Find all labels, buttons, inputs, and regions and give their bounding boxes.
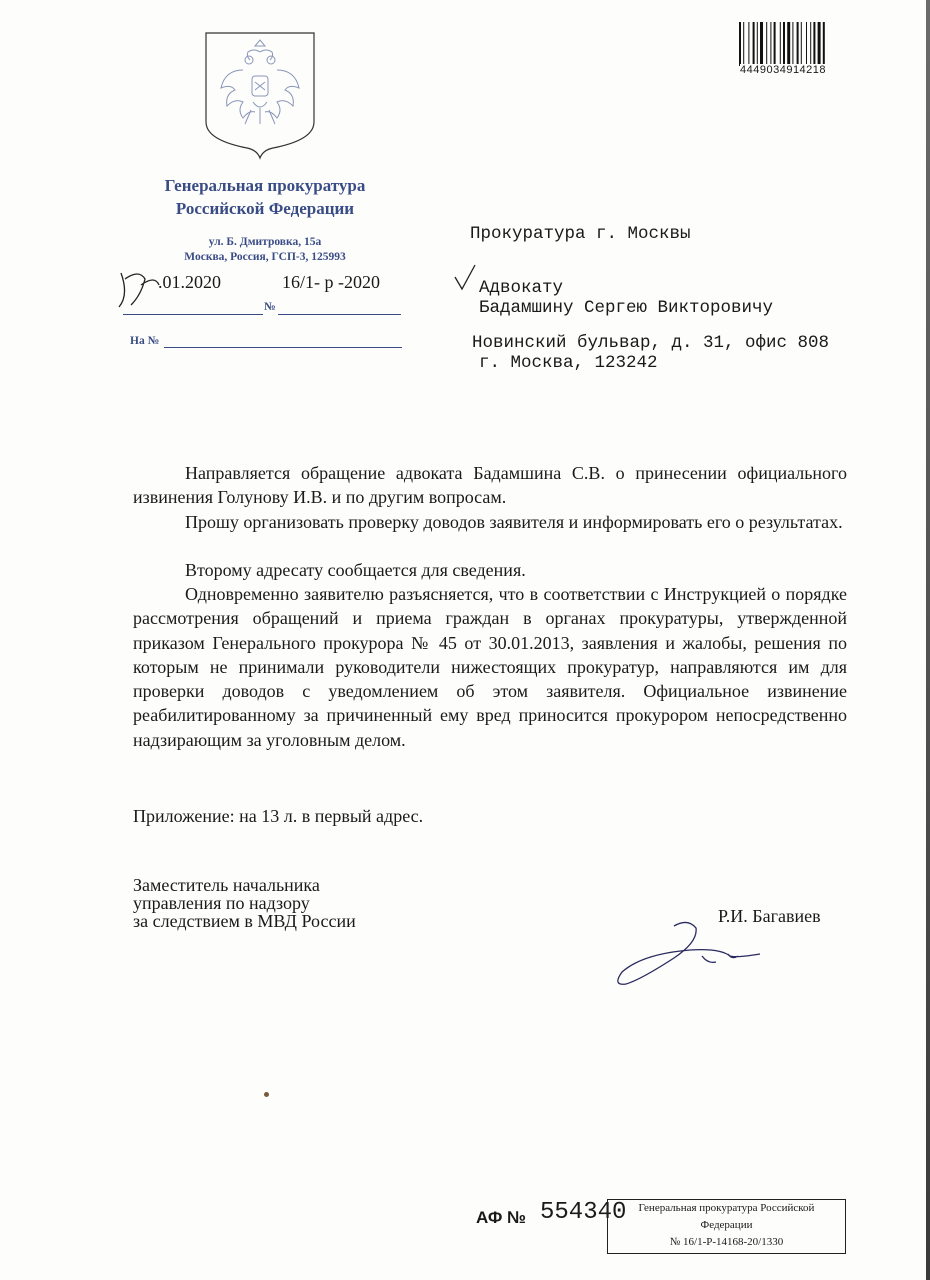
stamp-line2: Федерации [700,1219,753,1231]
coat-of-arms-icon [203,30,317,160]
recipient-address-line1: Новинский бульвар, д. 31, офис 808 [472,333,830,353]
body-paragraph-1: Направляется обращение адвоката Бадамшина С.В. о принесении официального извинения Голунову И.В. и по другим вопросам. [133,463,847,508]
barcode-icon [737,22,853,86]
stain-mark [264,1092,269,1097]
handwritten-day-mark [115,265,163,310]
attachment-note: Приложение: на 13 л. в первый адрес. [133,806,424,826]
reference-label: На № [130,335,160,347]
handwritten-signature [610,914,780,994]
recipient-first: Прокуратура г. Москвы [470,224,691,244]
registration-stamp [607,1199,846,1254]
recipient-address-line2: г. Москва, 123242 [479,353,658,373]
recipient-second-line1: Адвокату [479,278,564,298]
recipient-second-line2: Бадамшину Сергею Викторовичу [479,298,774,318]
signer-title-line1: Заместитель начальника [133,875,320,895]
body-paragraph-4: Одновременно заявителю разъясняется, что в соответствии с Инструкцией о порядке рассмотрения обращений и приема граждан в органах прокуратуры, утвержденной приказом Генерального прокурора № 45 от 30.01.2013, заявления и жалобы, решения по которым не принимали руководители нижестоящих прокуратур, направляются им для проверки доводов с уведомлением об этом заявителя. Официальное извинение реабилитированному за причиненный ему вред приносится прокурором непосредственно надзирающим за уголовным делом. [133,584,847,750]
signer-title-line3: за следствием в МВД России [133,911,356,931]
org-name-line2: Российской Федерации [175,199,355,218]
body-paragraph-2: Прошу организовать проверку доводов заявителя и информировать его о результатах. [185,512,843,532]
signer-name: Р.И. Багавиев [718,906,821,926]
letter-date: .01.2020 [158,272,221,292]
number-label: № [264,301,276,313]
stamp-line1: Генеральная прокуратура Российской [638,1202,815,1214]
check-mark-icon [453,263,477,291]
barcode-number: 4449034914218 [740,64,852,76]
body-paragraph-3: Второму адресату сообщается для сведения. [185,560,526,580]
stamp-series-number: 554340 [540,1199,627,1226]
org-address-line2: Москва, Россия, ГСП-3, 125993 [184,251,346,263]
letter-number: 16/1- р -2020 [282,272,380,292]
stamp-line3: № 16/1-Р-14168-20/1330 [669,1236,784,1248]
stamp-series-prefix: АФ № [476,1208,527,1227]
scan-edge [926,0,930,1280]
signer-title-line2: управления по надзору [133,893,310,913]
org-name-line1: Генеральная прокуратура [164,176,366,195]
org-address-line1: ул. Б. Дмитровка, 15а [208,236,322,248]
